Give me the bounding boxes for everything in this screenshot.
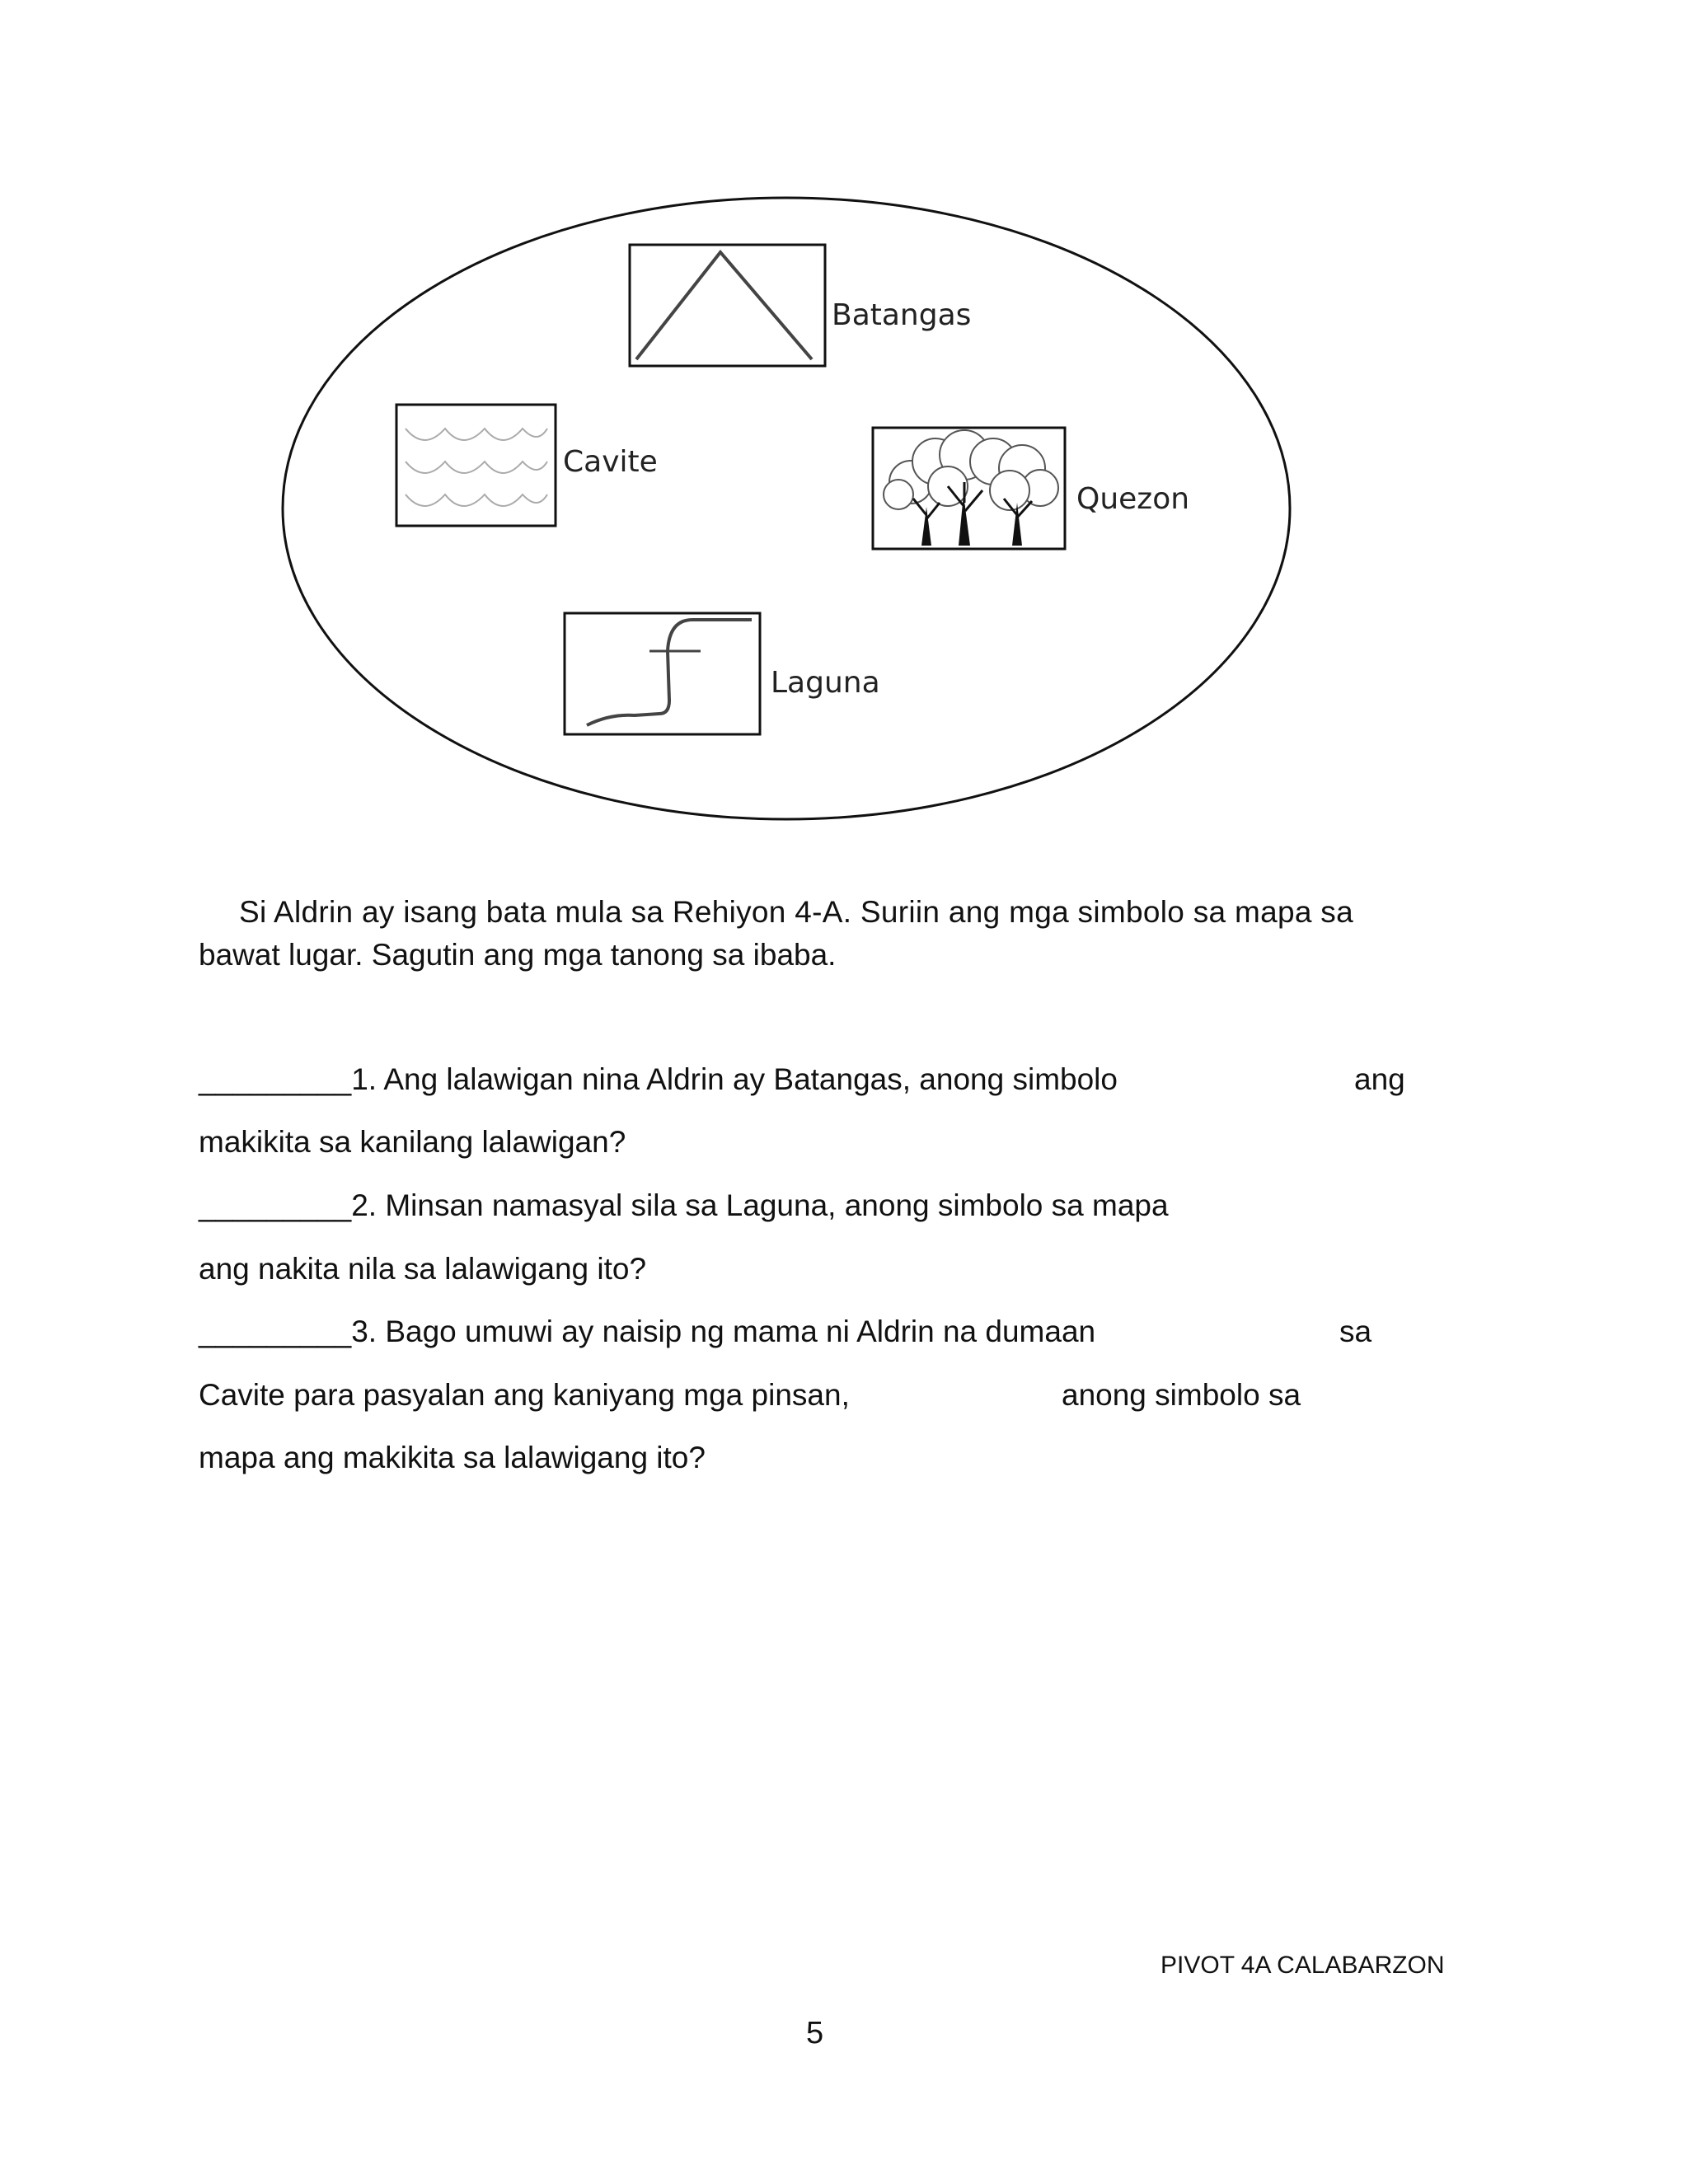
question-number-3: 3. — [351, 1315, 377, 1348]
question-3 — [199, 1316, 1095, 1347]
footer-source: PIVOT 4A CALABARZON — [1160, 1952, 1445, 1979]
label-laguna: Laguna — [771, 666, 880, 700]
question-3-text: Bago umuwi ay naisip ng mama ni Aldrin na dumaan — [385, 1315, 1096, 1348]
question-2-line-2: ang nakita nila sa lalawigang ito? — [199, 1252, 647, 1286]
region-map-figure — [0, 0, 1688, 841]
question-1 — [199, 1064, 1118, 1094]
question-1-end: ang — [1354, 1062, 1405, 1096]
question-number-2: 2. — [351, 1188, 377, 1222]
label-quezon: Quezon — [1076, 482, 1190, 516]
page-number: 5 — [806, 2016, 824, 2050]
waves-icon — [396, 405, 556, 526]
question-3-line-2a: Cavite para pasyalan ang kaniyang mga pinsan, — [199, 1378, 850, 1412]
question-2-text: Minsan namasyal sila sa Laguna, anong simbolo sa mapa — [385, 1188, 1169, 1222]
question-2 — [199, 1190, 1169, 1221]
trees-icon — [873, 428, 1065, 549]
river-icon — [565, 613, 760, 734]
label-cavite: Cavite — [563, 445, 658, 479]
answer-blank-2[interactable]: _________ — [199, 1188, 352, 1222]
mountain-icon — [630, 245, 825, 366]
intro-line-1: Si Aldrin ay isang bata mula sa Rehiyon 4-A. Suriin ang mga simbolo sa mapa sa — [239, 895, 1353, 929]
answer-blank-3[interactable]: _________ — [199, 1315, 352, 1348]
label-batangas: Batangas — [832, 298, 972, 332]
question-number-1: 1. — [351, 1062, 377, 1096]
intro-line-2: bawat lugar. Sagutin ang mga tanong sa ibaba. — [199, 938, 837, 972]
question-1-line-2: makikita sa kanilang lalawigan? — [199, 1125, 626, 1159]
question-3-end: sa — [1339, 1315, 1372, 1348]
question-1-text: Ang lalawigan nina Aldrin ay Batangas, anong simbolo — [383, 1062, 1118, 1096]
question-3-line-3: mapa ang makikita sa lalawigang ito? — [199, 1441, 706, 1474]
question-3-line-2b: anong simbolo sa — [1062, 1378, 1301, 1412]
answer-blank-1[interactable]: _________ — [199, 1062, 352, 1096]
